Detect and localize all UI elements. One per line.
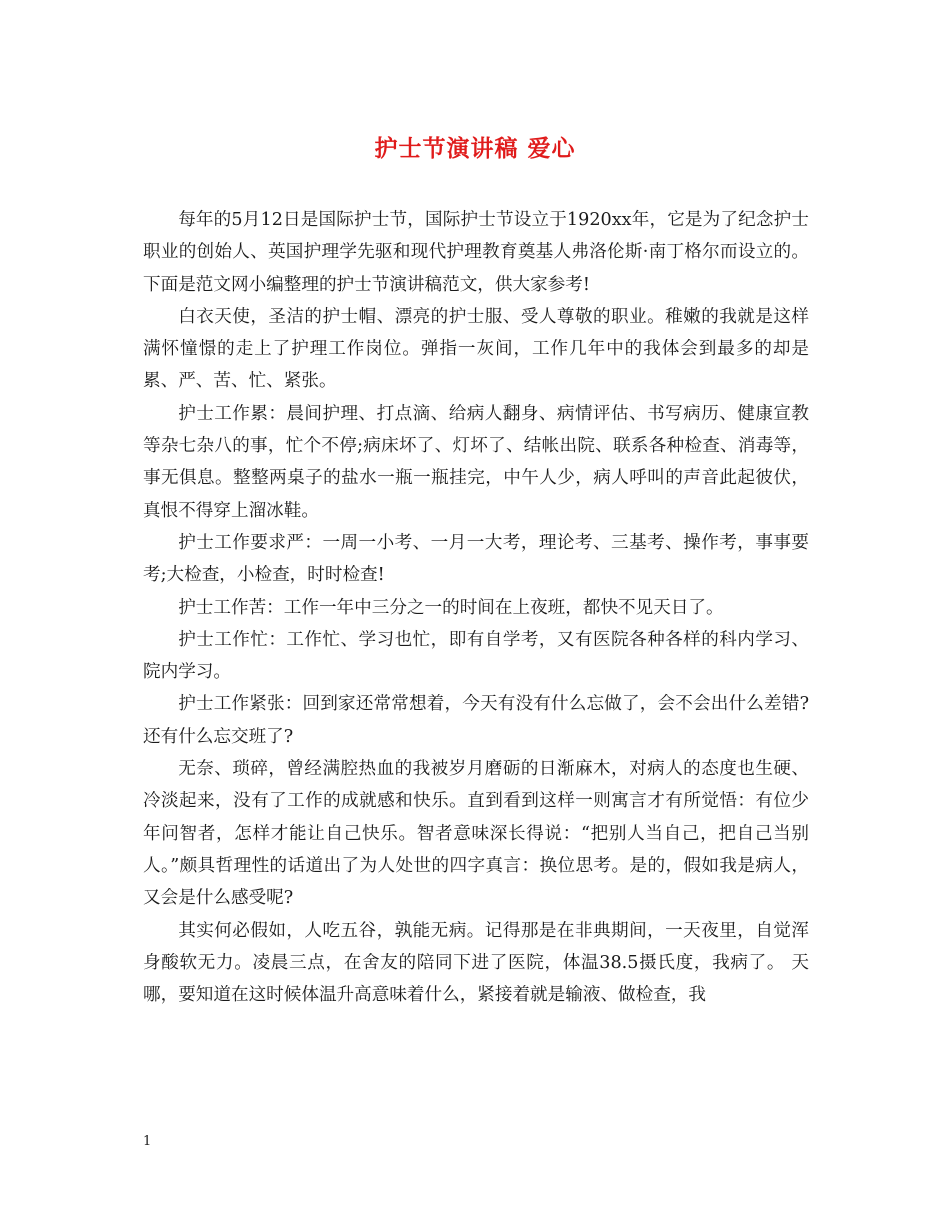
paragraph: 无奈、琐碎，曾经满腔热血的我被岁月磨砺的日渐麻木，对病人的态度也生硬、冷淡起来，没有了工作的成就感和快乐。直到看到这样一则寓言才有所觉悟：有位少年问智者，怎样才能让自己快乐。智者意味深长得说：“把别人当自己，把自己当别人。”颇具哲理性的话道出了为人处世的四字真言：换位思考。是的，假如我是病人，又会是什么感受呢? xyxy=(143,759,809,909)
paragraph: 护士工作累：晨间护理、打点滴、给病人翻身、病情评估、书写病历、健康宣教等杂七杂八的事，忙个不停;病床坏了、灯坏了、结帐出院、联系各种检查、消毒等，事无俱息。整整两桌子的盐水一瓶一瓶挂完，中午人少，病人呼叫的声音此起彼伏，真恨不得穿上溜冰鞋。 xyxy=(143,403,809,521)
paragraph: 每年的5月12日是国际护士节，国际护士节设立于1920xx年，它是为了纪念护士职业的创始人、英国护理学先驱和现代护理教育奠基人弗洛伦斯·南丁格尔而设立的。下面是范文网小编整理的护士节演讲稿范文，供大家参考! xyxy=(143,210,809,295)
paragraph: 护士工作紧张：回到家还常常想着，今天有没有什么忘做了，会不会出什么差错?还有什么忘交班了? xyxy=(143,694,809,747)
paragraph: 其实何必假如，人吃五谷，孰能无病。记得那是在非典期间，一天夜里，自觉浑身酸软无力。凌晨三点，在舍友的陪同下进了医院，体温38.5摄氏度，我病了。 天哪，要知道在这时候体温升高意味着什么，紧接着就是输液、做检查，我 xyxy=(143,920,809,1006)
document-body xyxy=(143,204,809,1011)
paragraph: 护士工作要求严：一周一小考、一月一大考，理论考、三基考、操作考，事事要考;大检查，小检查，时时检查! xyxy=(143,532,809,586)
paragraph: 护士工作忙：工作忙、学习也忙，即有自学考，又有医院各种各样的科内学习、院内学习。 xyxy=(143,629,809,683)
paragraph: 白衣天使，圣洁的护士帽、漂亮的护士服、受人尊敬的职业。稚嫩的我就是这样满怀憧憬的走上了护理工作岗位。弹指一灰间，工作几年中的我体会到最多的却是累、严、苦、忙、紧张。 xyxy=(143,306,809,392)
page-number: 1 xyxy=(143,1134,152,1149)
document-title: 护士节演讲稿 爱心 xyxy=(374,135,576,162)
paragraph: 护士工作苦：工作一年中三分之一的时间在上夜班，都快不见天日了。 xyxy=(178,597,724,618)
